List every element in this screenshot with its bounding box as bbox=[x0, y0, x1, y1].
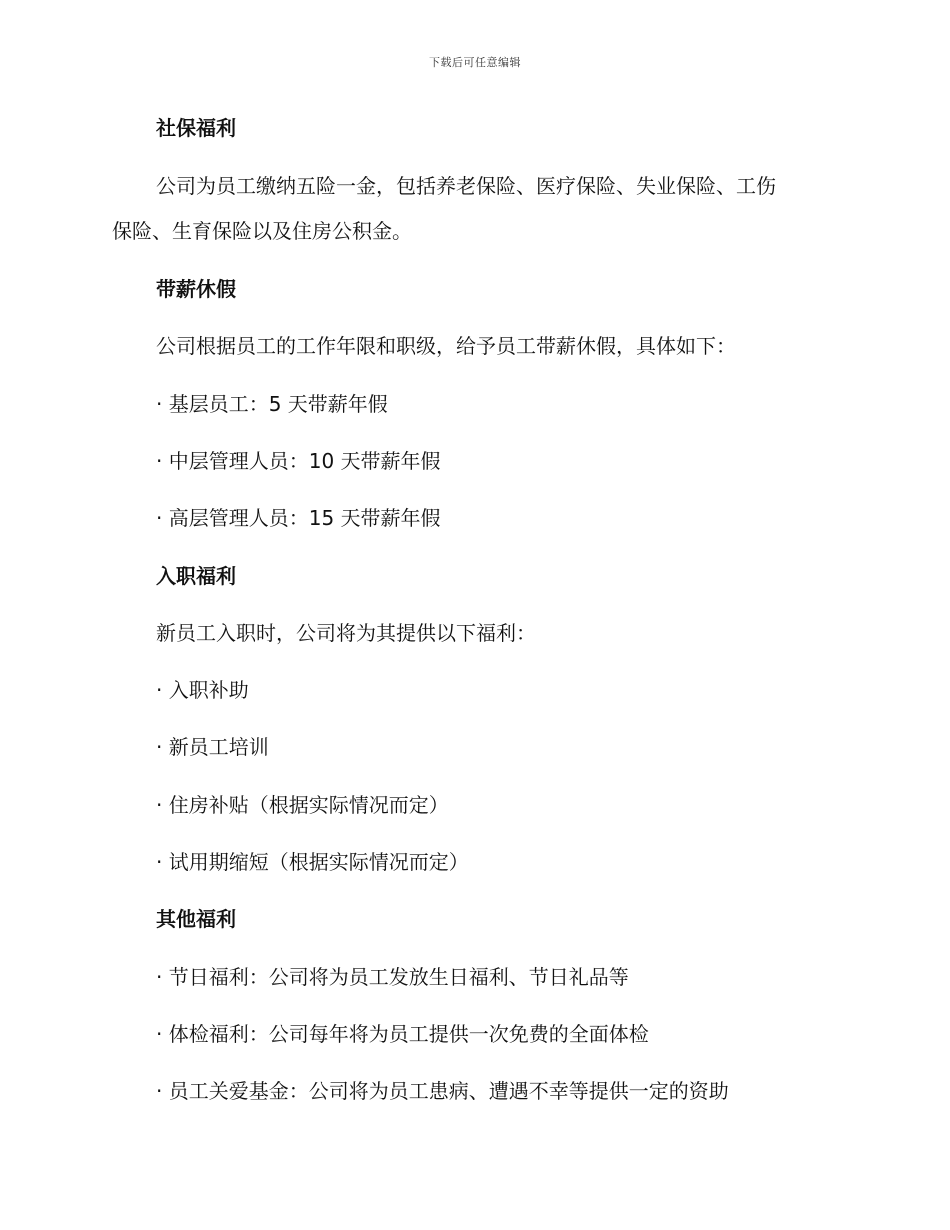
list-item: · 员工关爱基金：公司将为员工患病、遭遇不幸等提供一定的资助 bbox=[156, 1079, 729, 1103]
list-item: · 体检福利：公司每年将为员工提供一次免费的全面体检 bbox=[156, 1022, 649, 1046]
list-item: · 节日福利：公司将为员工发放生日福利、节日礼品等 bbox=[156, 965, 629, 989]
social-security-paragraph-line-1: 公司为员工缴纳五险一金，包括养老保险、医疗保险、失业保险、工伤 bbox=[156, 174, 776, 198]
list-item: · 新员工培训 bbox=[156, 735, 269, 759]
list-item: · 基层员工：5 天带薪年假 bbox=[156, 392, 388, 416]
list-item: · 高层管理人员：15 天带薪年假 bbox=[156, 506, 441, 530]
onboarding-intro: 新员工入职时，公司将为其提供以下福利： bbox=[156, 621, 536, 645]
list-item: · 住房补贴（根据实际情况而定） bbox=[156, 793, 449, 817]
heading-onboarding-benefits: 入职福利 bbox=[156, 564, 236, 588]
heading-social-security: 社保福利 bbox=[156, 116, 236, 140]
header-note: 下载后可任意编辑 bbox=[429, 56, 521, 69]
social-security-paragraph-line-2: 保险、生育保险以及住房公积金。 bbox=[112, 219, 412, 243]
list-item: · 入职补助 bbox=[156, 678, 249, 702]
heading-other-benefits: 其他福利 bbox=[156, 907, 236, 931]
list-item: · 试用期缩短（根据实际情况而定） bbox=[156, 850, 469, 874]
paid-leave-intro: 公司根据员工的工作年限和职级，给予员工带薪休假，具体如下： bbox=[156, 334, 736, 358]
heading-paid-leave: 带薪休假 bbox=[156, 277, 236, 301]
list-item: · 中层管理人员：10 天带薪年假 bbox=[156, 449, 441, 473]
